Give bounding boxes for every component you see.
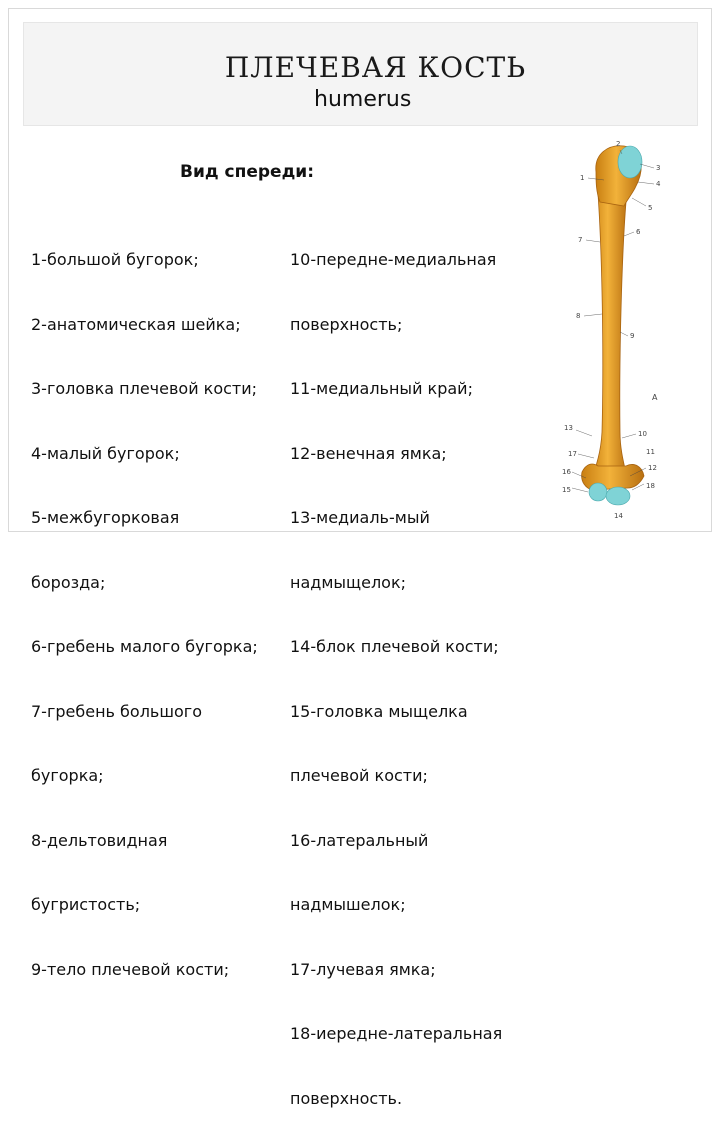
list-item: борозда;: [31, 572, 106, 592]
figure-label: А: [652, 393, 658, 402]
list-item: 2-анатомическая шейка;: [31, 314, 241, 334]
list-item: 1-большой бугорок;: [31, 250, 199, 269]
left-term-list: [31, 206, 258, 1002]
figure-label: 11: [646, 448, 655, 456]
list-item: 4-малый бугорок;: [31, 443, 180, 463]
list-item: надмыщелок;: [290, 572, 407, 592]
list-item: поверхность.: [290, 1088, 403, 1108]
slide-subtitle: humerus: [314, 87, 412, 112]
section-heading: Вид спереди:: [180, 162, 315, 182]
figure-label: 9: [630, 332, 635, 340]
list-item: бугорка;: [31, 766, 104, 785]
list-item: 9-тело плечевой кости;: [31, 959, 230, 979]
figure-label: 7: [578, 236, 583, 244]
list-item: поверхность;: [290, 314, 403, 334]
figure-label: 16: [562, 468, 571, 476]
list-item: 7-гребень большого: [31, 701, 202, 721]
figure-label: 1: [580, 174, 585, 182]
figure-label: 10: [638, 430, 647, 438]
list-item: 11-медиальный край;: [290, 379, 473, 398]
humerus-illustration: [558, 132, 678, 528]
figure-label: 14: [614, 512, 623, 520]
list-item: 8-дельтовидная: [31, 830, 168, 850]
figure-label: 8: [576, 312, 581, 320]
list-item: 5-межбугорковая: [31, 508, 180, 527]
list-item: 18-иередне-латеральная: [290, 1024, 503, 1043]
trochlea: [606, 487, 630, 505]
humerus-shaft: [591, 194, 628, 482]
articular-cartilage: [618, 146, 642, 178]
list-item: надмышелок;: [290, 895, 406, 914]
title-band: [23, 22, 698, 126]
list-item: плечевой кости;: [290, 766, 428, 785]
list-item: 17-лучевая ямка;: [290, 959, 436, 979]
figure-label: 4: [656, 180, 661, 188]
list-item: 15-головка мыщелка: [290, 701, 468, 721]
list-item: 6-гребень малого бугорка;: [31, 637, 258, 656]
figure-label: 2: [616, 140, 621, 148]
figure-label: 5: [648, 204, 653, 212]
capitulum: [589, 483, 607, 501]
list-item: 3-головка плечевой кости;: [31, 379, 258, 398]
figure-label: 3: [656, 164, 661, 172]
figure-label: 17: [568, 450, 577, 458]
list-item: 16-латеральный: [290, 830, 429, 850]
figure-label: 18: [646, 482, 655, 490]
right-term-list: [290, 206, 502, 1131]
list-item: 10-передне-медиальная: [290, 250, 497, 269]
figure-label: 6: [636, 228, 641, 236]
list-item: 14-блок плечевой кости;: [290, 637, 499, 656]
list-item: 13-медиаль-мый: [290, 508, 430, 527]
list-item: 12-венечная ямка;: [290, 443, 447, 463]
figure-label: 13: [564, 424, 573, 432]
figure-label: 15: [562, 486, 571, 494]
slide-title: ПЛЕЧЕВАЯ КОСТЬ: [224, 51, 527, 84]
figure-label: 12: [648, 464, 657, 472]
list-item: бугристость;: [31, 895, 141, 914]
